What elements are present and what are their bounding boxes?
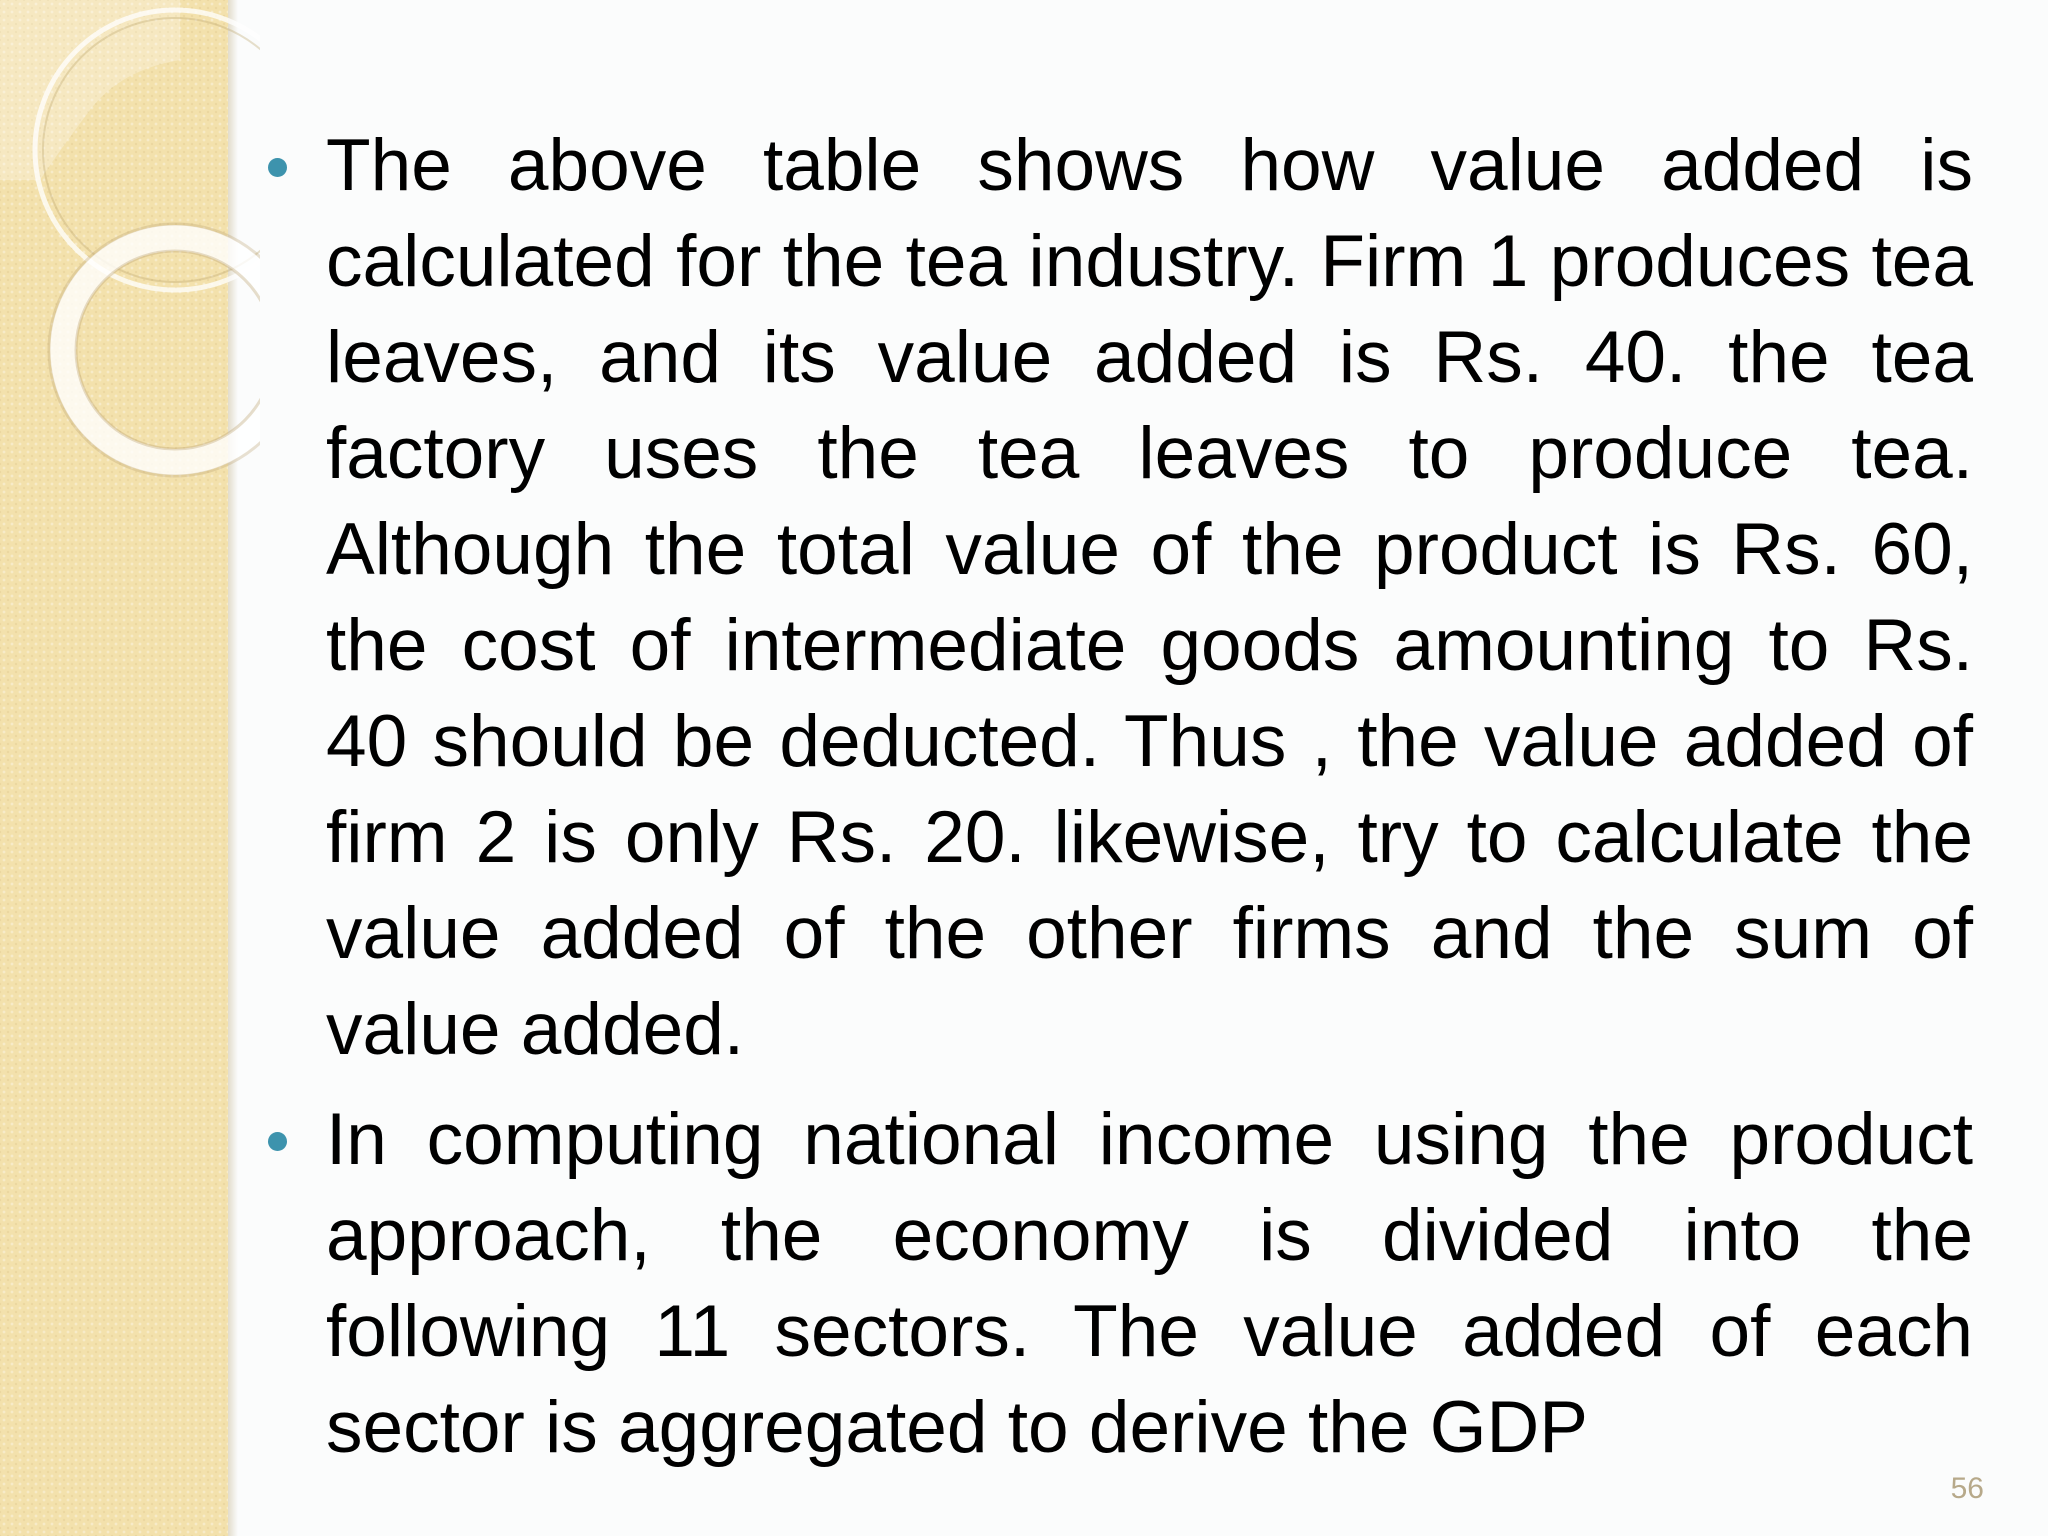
slide-body (268, 118, 1973, 1490)
slide-number: 56 (1950, 1472, 1984, 1505)
bullet-text: The above table shows how value added is calculated for the tea industry. Firm 1 produces tea leaves, and its value added is Rs. 40. the tea factory uses the tea leaves to produce tea. Although the total value of the product is Rs. 60, the cost of intermediate goods amounting to Rs. 40 should be deducted. Thus , the value added of firm 2 is only Rs. 20. likewise, try to calculate the value added of the other firms and the sum of value added. (326, 125, 1973, 1070)
bullet-dot-icon (268, 158, 287, 177)
bullet-text: In computing national income using the product approach, the economy is divided into the following 11 sectors. The value added of each sector is aggregated to derive the GDP (326, 1099, 1973, 1468)
bullet-dot-icon (268, 1132, 287, 1151)
bullet-item-product-approach (268, 1092, 1973, 1476)
decorative-rings-graphic (0, 0, 260, 520)
bullet-item-value-added (268, 118, 1973, 1078)
